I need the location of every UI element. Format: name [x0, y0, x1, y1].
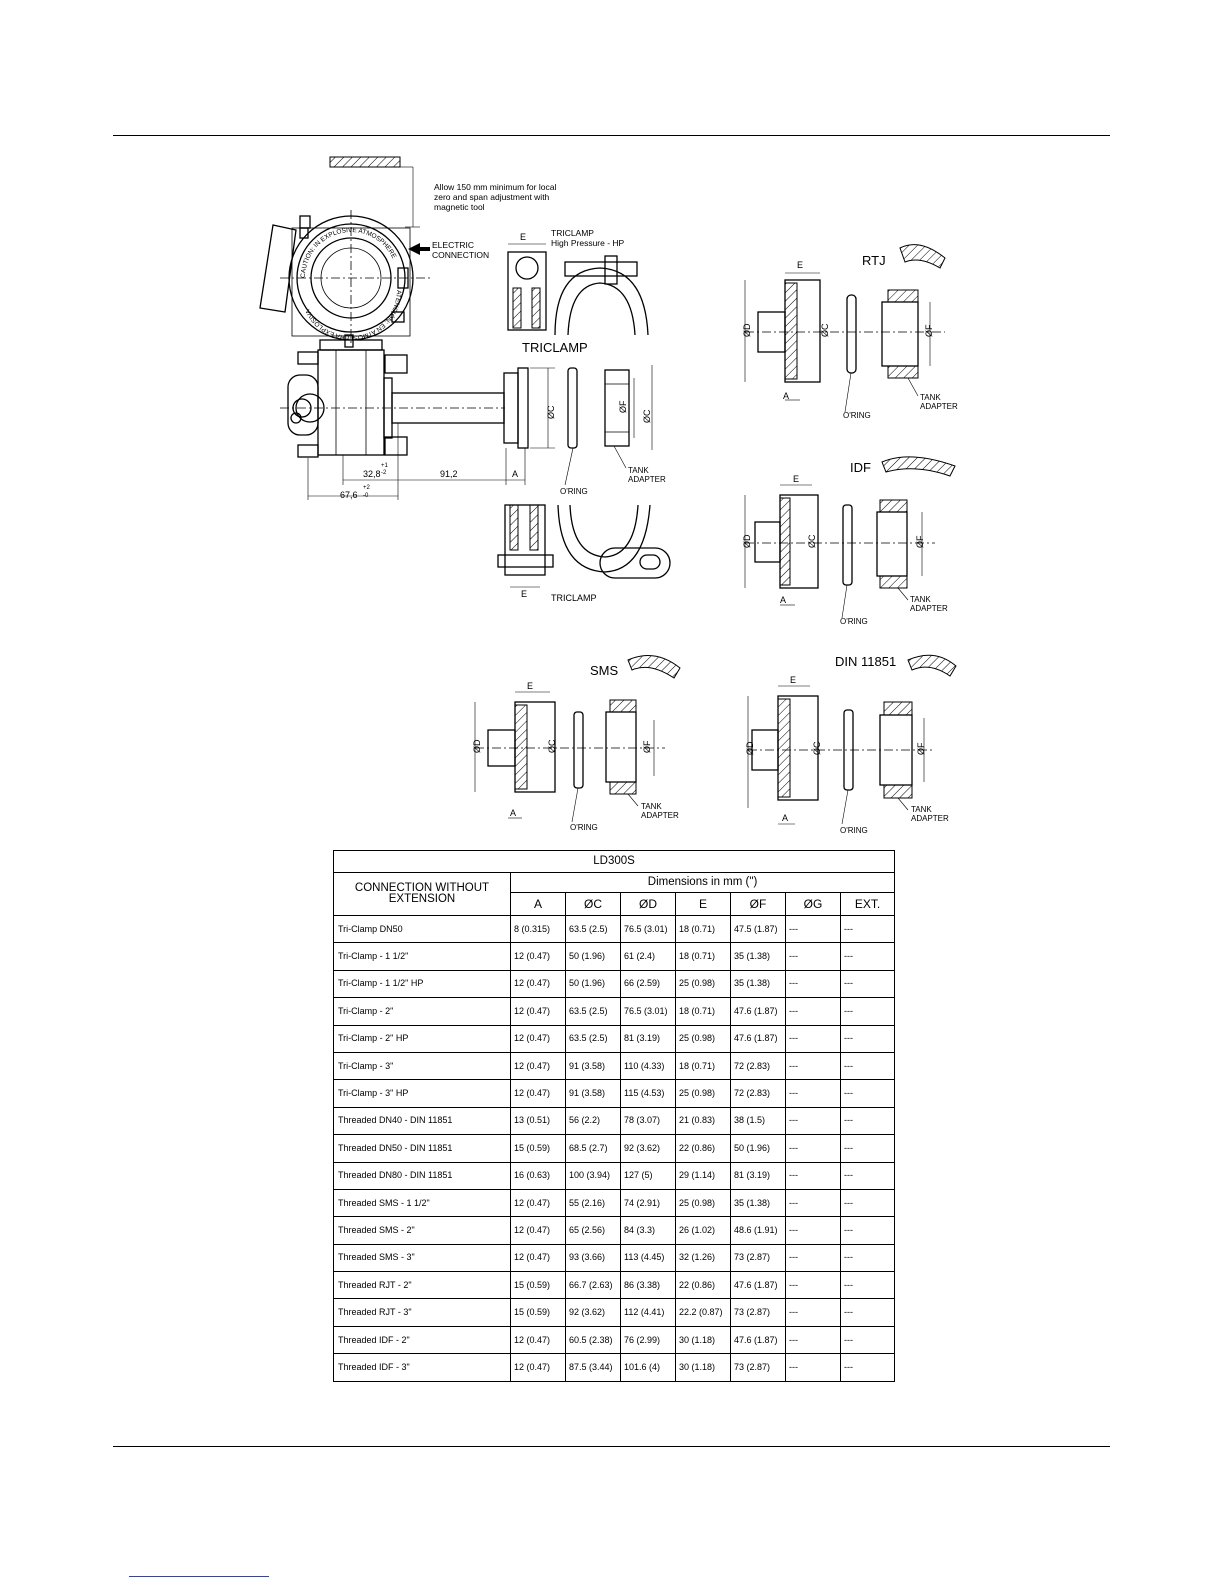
rtj-tank-2: ADAPTER: [920, 402, 958, 411]
table-title: LD300S: [334, 851, 895, 873]
dimension-cell: 15 (0.59): [511, 1135, 566, 1162]
column-header: ØC: [566, 893, 621, 916]
dim-a-main: A: [512, 469, 519, 479]
triclamp-tank-2: ADAPTER: [628, 475, 666, 484]
dimension-cell: 12 (0.47): [511, 1354, 566, 1381]
sms-drawing: [472, 656, 680, 833]
idf-tank-2: ADAPTER: [910, 604, 948, 613]
din-tank-2: ADAPTER: [911, 814, 949, 823]
dimension-cell: 18 (0.71): [676, 943, 731, 970]
dimension-cell: 76.5 (3.01): [621, 916, 676, 943]
connection-name-cell: Threaded SMS - 2": [334, 1217, 511, 1244]
dim-d-sms: ØD: [472, 739, 482, 753]
note-line-2: zero and span adjustment with: [434, 192, 550, 202]
dimension-cell: 12 (0.47): [511, 1244, 566, 1271]
dimension-cell: 72 (2.83): [731, 1080, 786, 1107]
sms-title: SMS: [590, 663, 619, 678]
dim-e-clamp: E: [521, 589, 528, 599]
triclamp-hp-1: TRICLAMP: [551, 228, 594, 238]
rtj-drawing: [742, 245, 958, 420]
dimension-cell: ---: [786, 1052, 841, 1079]
column-header: ØD: [621, 893, 676, 916]
dimension-cell: ---: [786, 998, 841, 1025]
dimension-cell: ---: [786, 943, 841, 970]
dimension-cell: 50 (1.96): [566, 943, 621, 970]
table-row: [334, 916, 895, 943]
dimension-cell: 22 (0.86): [676, 1135, 731, 1162]
dimension-cell: 76 (2.99): [621, 1326, 676, 1353]
dim-e-hp: E: [520, 232, 527, 242]
dimension-cell: 32 (1.26): [676, 1244, 731, 1271]
connection-name-cell: Threaded DN40 - DIN 11851: [334, 1107, 511, 1134]
idf-oring: O'RING: [840, 617, 868, 626]
footer-link-underline: [129, 1576, 269, 1577]
connection-name-cell: Threaded DN50 - DIN 11851: [334, 1135, 511, 1162]
connection-name-cell: Tri-Clamp - 1 1/2" HP: [334, 970, 511, 997]
table-row: [334, 943, 895, 970]
connection-name-cell: Threaded IDF - 2": [334, 1326, 511, 1353]
dim-32-8: 32,8: [363, 469, 381, 479]
connection-name-cell: Tri-Clamp - 2" HP: [334, 1025, 511, 1052]
dimension-cell: ---: [786, 1162, 841, 1189]
triclamp-drawing: [498, 228, 670, 603]
dim-32-8-tol-lower: -2: [381, 470, 387, 476]
din-oring: O'RING: [840, 826, 868, 835]
dimension-cell: ---: [841, 1354, 895, 1381]
dimension-cell: 12 (0.47): [511, 1025, 566, 1052]
dimension-cell: 73 (2.87): [731, 1299, 786, 1326]
dimension-cell: 92 (3.62): [566, 1299, 621, 1326]
dim-e-sms: E: [527, 681, 534, 691]
column-header: A: [511, 893, 566, 916]
dimension-cell: 15 (0.59): [511, 1299, 566, 1326]
dimension-cell: 115 (4.53): [621, 1080, 676, 1107]
dimension-cell: 47.6 (1.87): [731, 998, 786, 1025]
dimension-cell: 91 (3.58): [566, 1080, 621, 1107]
dimension-cell: 68.5 (2.7): [566, 1135, 621, 1162]
idf-tank-1: TANK: [910, 595, 931, 604]
din-drawing: [745, 654, 956, 835]
dim-c-sms: ØC: [547, 739, 557, 753]
dimension-cell: 61 (2.4): [621, 943, 676, 970]
dim-a-din: A: [782, 813, 789, 823]
dimension-cell: 63.5 (2.5): [566, 916, 621, 943]
dimension-cell: 47.6 (1.87): [731, 1272, 786, 1299]
row-header: CONNECTION WITHOUT EXTENSION: [334, 873, 511, 916]
dimension-cell: ---: [841, 1080, 895, 1107]
dimension-cell: 25 (0.98): [676, 1025, 731, 1052]
electric-connection-2: CONNECTION: [432, 250, 490, 260]
dim-f-triclamp: ØF: [618, 400, 628, 413]
dim-f-rtj: ØF: [924, 324, 934, 337]
dim-c-triclamp: ØC: [546, 405, 556, 419]
dimension-cell: 15 (0.59): [511, 1272, 566, 1299]
dim-f-din: ØF: [916, 742, 926, 755]
dimension-cell: ---: [841, 943, 895, 970]
table-row: [334, 1272, 895, 1299]
dimension-cell: ---: [841, 1326, 895, 1353]
dimension-cell: 92 (3.62): [621, 1135, 676, 1162]
dimension-cell: 65 (2.56): [566, 1217, 621, 1244]
dimension-cell: 63.5 (2.5): [566, 998, 621, 1025]
sms-tank-1: TANK: [641, 802, 662, 811]
dimension-cell: 50 (1.96): [731, 1135, 786, 1162]
dimension-cell: ---: [841, 1052, 895, 1079]
triclamp-tank-1: TANK: [628, 466, 649, 475]
dimension-cell: 81 (3.19): [731, 1162, 786, 1189]
table-row: [334, 1299, 895, 1326]
dimension-cell: 66 (2.59): [621, 970, 676, 997]
dimension-cell: 12 (0.47): [511, 1189, 566, 1216]
dim-32-8-tol-upper: +1: [381, 463, 388, 469]
housing-warning-2: ATENCIÓN: EN ATMÓSFERA EXPLOSIVA: [304, 289, 403, 342]
rtj-title: RTJ: [862, 253, 886, 268]
dimension-cell: ---: [841, 1162, 895, 1189]
dimension-cell: ---: [786, 1080, 841, 1107]
dim-e-idf: E: [793, 474, 800, 484]
dim-67-6-tol-upper: +2: [363, 485, 370, 491]
connection-name-cell: Tri-Clamp DN50: [334, 916, 511, 943]
triclamp-bottom-label: TRICLAMP: [551, 593, 597, 603]
idf-title: IDF: [850, 460, 871, 475]
dimension-cell: 22.2 (0.87): [676, 1299, 731, 1326]
dim-a-rtj: A: [783, 391, 790, 401]
din-title: DIN 11851: [835, 654, 897, 669]
dimension-cell: ---: [841, 916, 895, 943]
table-row: [334, 1052, 895, 1079]
dimension-cell: 63.5 (2.5): [566, 1025, 621, 1052]
dim-f-idf: ØF: [915, 535, 925, 548]
dimension-cell: ---: [841, 1217, 895, 1244]
dimension-cell: 55 (2.16): [566, 1189, 621, 1216]
dim-c-adapter: ØC: [642, 409, 652, 423]
dimension-cell: 35 (1.38): [731, 1189, 786, 1216]
dimension-cell: 47.6 (1.87): [731, 1025, 786, 1052]
dimension-cell: 50 (1.96): [566, 970, 621, 997]
dimension-cell: 76.5 (3.01): [621, 998, 676, 1025]
dimension-cell: ---: [841, 1272, 895, 1299]
dimension-cell: ---: [786, 1107, 841, 1134]
note-line-1: Allow 150 mm minimum for local: [434, 182, 557, 192]
table-row: [334, 1217, 895, 1244]
din-tank-1: TANK: [911, 805, 932, 814]
dimension-cell: 112 (4.41): [621, 1299, 676, 1326]
connection-name-cell: Tri-Clamp - 3": [334, 1052, 511, 1079]
triclamp-title: TRICLAMP: [522, 340, 588, 355]
dimension-cell: ---: [786, 916, 841, 943]
triclamp-hp-2: High Pressure - HP: [551, 238, 625, 248]
dimension-cell: 73 (2.87): [731, 1244, 786, 1271]
table-row: [334, 1244, 895, 1271]
dimension-cell: 84 (3.3): [621, 1217, 676, 1244]
dim-67-6: 67,6: [340, 490, 358, 500]
dimension-cell: ---: [841, 1025, 895, 1052]
table-row: [334, 1326, 895, 1353]
connection-name-cell: Threaded RJT - 3": [334, 1299, 511, 1326]
dim-d-din: ØD: [745, 741, 755, 755]
connection-name-cell: Tri-Clamp - 2": [334, 998, 511, 1025]
dimension-cell: ---: [841, 1189, 895, 1216]
dimension-cell: ---: [786, 1272, 841, 1299]
dimension-cell: 8 (0.315): [511, 916, 566, 943]
dimension-cell: 29 (1.14): [676, 1162, 731, 1189]
rtj-tank-1: TANK: [920, 393, 941, 402]
dimension-cell: 48.6 (1.91): [731, 1217, 786, 1244]
dimension-cell: 25 (0.98): [676, 1189, 731, 1216]
electric-connection-1: ELECTRIC: [432, 240, 475, 250]
dimension-cell: 12 (0.47): [511, 943, 566, 970]
column-header: ØG: [786, 893, 841, 916]
dim-e-rtj: E: [797, 260, 804, 270]
column-header: EXT.: [841, 893, 895, 916]
dimension-cell: ---: [786, 1025, 841, 1052]
dim-91-2: 91,2: [440, 469, 458, 479]
connection-name-cell: Threaded SMS - 1 1/2": [334, 1189, 511, 1216]
dimension-cell: 91 (3.58): [566, 1052, 621, 1079]
dimension-cell: 93 (3.66): [566, 1244, 621, 1271]
bottom-rule: [113, 1446, 1110, 1447]
dimension-cell: 72 (2.83): [731, 1052, 786, 1079]
table-row: [334, 1135, 895, 1162]
dimension-cell: ---: [841, 1244, 895, 1271]
connection-name-cell: Tri-Clamp - 3" HP: [334, 1080, 511, 1107]
triclamp-oring: O'RING: [560, 487, 588, 496]
table-row: [334, 1354, 895, 1381]
dimension-cell: 18 (0.71): [676, 916, 731, 943]
dimension-cell: 87.5 (3.44): [566, 1354, 621, 1381]
dimension-cell: ---: [841, 1107, 895, 1134]
dim-f-sms: ØF: [642, 740, 652, 753]
dimension-cell: 81 (3.19): [621, 1025, 676, 1052]
dimension-cell: 73 (2.87): [731, 1354, 786, 1381]
idf-drawing: [742, 457, 955, 626]
dims-header: Dimensions in mm ("): [511, 873, 895, 893]
dimension-cell: 47.6 (1.87): [731, 1326, 786, 1353]
ld300s-dimensions-table: [333, 850, 895, 1382]
dimension-cell: 74 (2.91): [621, 1189, 676, 1216]
dimension-cell: 66.7 (2.63): [566, 1272, 621, 1299]
dimension-cell: 18 (0.71): [676, 998, 731, 1025]
dim-c-idf: ØC: [807, 534, 817, 548]
dimension-cell: ---: [786, 1189, 841, 1216]
table-row: [334, 970, 895, 997]
dimension-cell: ---: [786, 970, 841, 997]
dimension-cell: 78 (3.07): [621, 1107, 676, 1134]
dimension-cell: 35 (1.38): [731, 970, 786, 997]
dimension-cell: 35 (1.38): [731, 943, 786, 970]
table-row: [334, 1025, 895, 1052]
table-row: [334, 1189, 895, 1216]
rtj-oring: O'RING: [843, 411, 871, 420]
dimension-cell: 13 (0.51): [511, 1107, 566, 1134]
dimension-cell: 12 (0.47): [511, 970, 566, 997]
dimension-cell: 25 (0.98): [676, 1080, 731, 1107]
dim-d-rtj: ØD: [742, 323, 752, 337]
dimension-cell: 12 (0.47): [511, 1326, 566, 1353]
housing-warning-1: CAUTION: IN EXPLOSIVE ATMOSPHERE: [299, 226, 398, 279]
dimension-cell: 101.6 (4): [621, 1354, 676, 1381]
dimension-cell: 25 (0.98): [676, 970, 731, 997]
dimension-cell: ---: [786, 1244, 841, 1271]
dimension-cell: 113 (4.45): [621, 1244, 676, 1271]
dimension-cell: 18 (0.71): [676, 1052, 731, 1079]
dimension-cell: 110 (4.33): [621, 1052, 676, 1079]
dimension-cell: 127 (5): [621, 1162, 676, 1189]
table-row: [334, 1162, 895, 1189]
dimension-cell: ---: [841, 1299, 895, 1326]
dimension-cell: ---: [786, 1217, 841, 1244]
table-row: [334, 1107, 895, 1134]
column-header: ØF: [731, 893, 786, 916]
dimension-cell: 38 (1.5): [731, 1107, 786, 1134]
dim-67-6-tol-lower: -0: [363, 493, 369, 499]
sms-oring: O'RING: [570, 823, 598, 832]
dimension-cell: 100 (3.94): [566, 1162, 621, 1189]
dimension-cell: 16 (0.63): [511, 1162, 566, 1189]
dim-c-din: ØC: [812, 741, 822, 755]
dimension-cell: ---: [841, 998, 895, 1025]
table-row: [334, 1080, 895, 1107]
dim-a-sms: A: [510, 808, 517, 818]
dimension-cell: 86 (3.38): [621, 1272, 676, 1299]
dimension-cell: ---: [841, 1135, 895, 1162]
dimension-cell: 12 (0.47): [511, 1080, 566, 1107]
dimension-cell: ---: [786, 1326, 841, 1353]
dimension-cell: ---: [786, 1354, 841, 1381]
dimension-cell: 47.5 (1.87): [731, 916, 786, 943]
dimension-cell: ---: [786, 1299, 841, 1326]
column-header: E: [676, 893, 731, 916]
dim-d-idf: ØD: [742, 534, 752, 548]
dimension-cell: 56 (2.2): [566, 1107, 621, 1134]
note-line-3: magnetic tool: [434, 202, 485, 212]
connection-name-cell: Tri-Clamp - 1 1/2": [334, 943, 511, 970]
connection-name-cell: Threaded IDF - 3": [334, 1354, 511, 1381]
dim-a-idf: A: [780, 595, 787, 605]
transmitter-drawing: [260, 157, 556, 500]
dimension-cell: 60.5 (2.38): [566, 1326, 621, 1353]
dimension-cell: ---: [786, 1135, 841, 1162]
dimension-cell: 26 (1.02): [676, 1217, 731, 1244]
dimension-cell: 22 (0.86): [676, 1272, 731, 1299]
connection-name-cell: Threaded RJT - 2": [334, 1272, 511, 1299]
dimension-cell: 12 (0.47): [511, 1217, 566, 1244]
dimension-cell: 21 (0.83): [676, 1107, 731, 1134]
sms-tank-2: ADAPTER: [641, 811, 679, 820]
dimension-cell: 30 (1.18): [676, 1354, 731, 1381]
connection-name-cell: Threaded SMS - 3": [334, 1244, 511, 1271]
dim-c-rtj: ØC: [820, 323, 830, 337]
dimension-cell: 30 (1.18): [676, 1326, 731, 1353]
dimension-cell: ---: [841, 970, 895, 997]
dimension-cell: 12 (0.47): [511, 1052, 566, 1079]
table-row: [334, 998, 895, 1025]
dim-e-din: E: [790, 675, 797, 685]
connection-name-cell: Threaded DN80 - DIN 11851: [334, 1162, 511, 1189]
dimension-cell: 12 (0.47): [511, 998, 566, 1025]
